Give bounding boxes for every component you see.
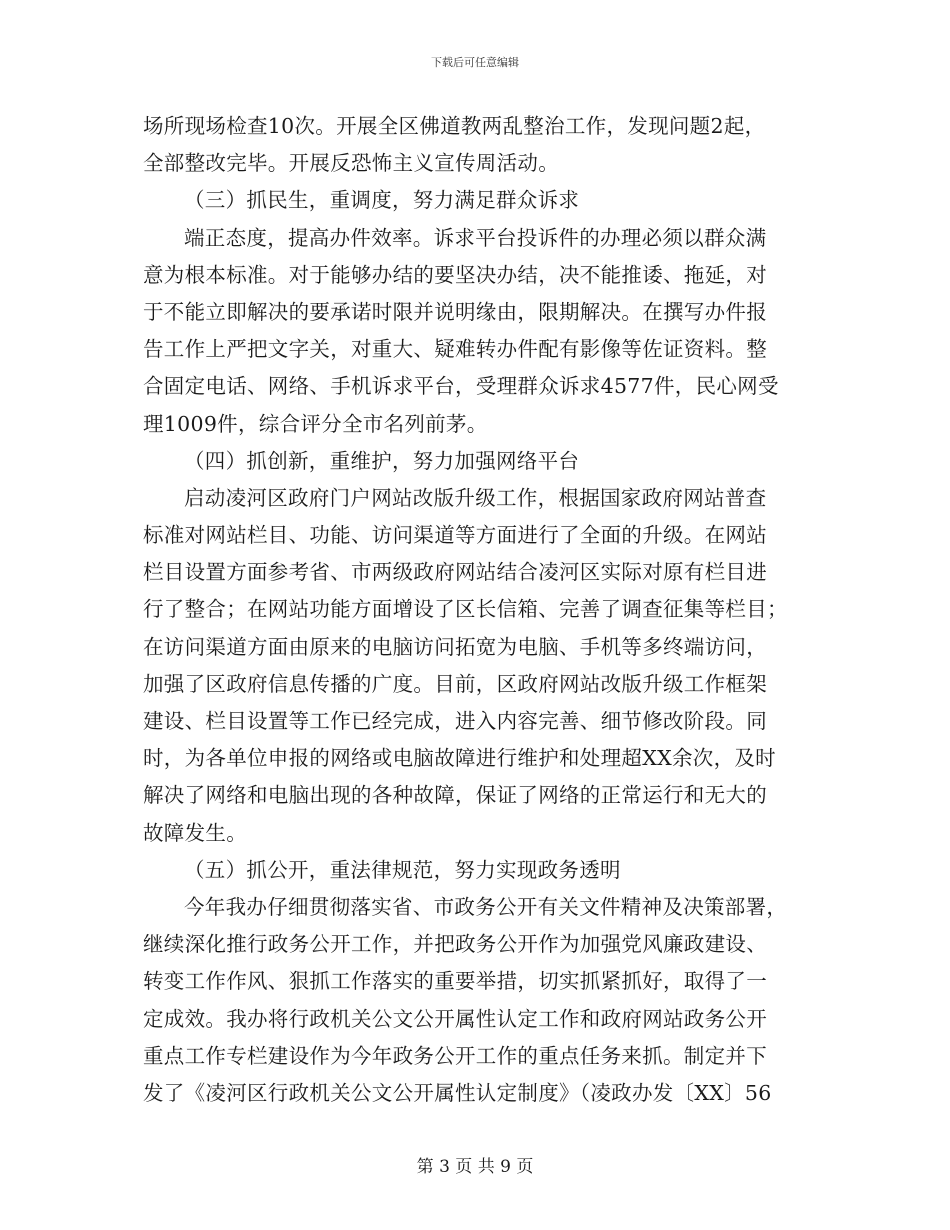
text-line: 告工作上严把文字关，对重大、疑难转办件配有影像等佐证资料。整 xyxy=(143,337,767,362)
document-body xyxy=(143,108,813,1112)
text-line: 解决了网络和电脑出现的各种故障，保证了网络的正常运行和无大的 xyxy=(143,783,767,808)
text-line: 理1009件，综合评分全市名列前茅。 xyxy=(143,411,488,436)
text-line: 时，为各单位申报的网络或电脑故障进行维护和处理超XX余次，及时 xyxy=(143,746,776,771)
text-line: 故障发生。 xyxy=(143,820,247,845)
text-line: 于不能立即解决的要承诺时限并说明缘由，限期解决。在撰写办件报 xyxy=(143,299,767,324)
text-line: 建设、栏目设置等工作已经完成，进入内容完善、细节修改阶段。同 xyxy=(143,709,767,733)
text-line: 重点工作专栏建设作为今年政务公开工作的重点任务来抓。制定并下 xyxy=(143,1043,767,1068)
text-line: 端正态度，提高办件效率。诉求平台投诉件的办理必须以群众满 xyxy=(184,225,767,250)
text-line: 转变工作作风、狠抓工作落实的重要举措，切实抓紧抓好，取得了一 xyxy=(143,969,767,994)
text-line: 在访问渠道方面由原来的电脑访问拓宽为电脑、手机等多终端访问， xyxy=(143,634,767,659)
text-line: （三）抓民生，重调度，努力满足群众诉求 xyxy=(184,188,580,213)
text-line: （五）抓公开，重法律规范，努力实现政务透明 xyxy=(184,857,621,882)
text-line: 合固定电话、网络、手机诉求平台，受理群众诉求4577件，民心网受 xyxy=(143,374,779,399)
text-line: 发了《凌河区行政机关公文公开属性认定制度》（凌政办发〔XX〕56 xyxy=(143,1080,772,1105)
text-line: 全部整改完毕。开展反恐怖主义宣传周活动。 xyxy=(143,151,559,176)
text-line: 继续深化推行政务公开工作，并把政务公开作为加强党风廉政建设、 xyxy=(143,932,767,957)
header-note: 下载后可任意编辑 xyxy=(431,56,519,69)
text-line: 加强了区政府信息传播的广度。目前，区政府网站改版升级工作框架 xyxy=(143,671,767,696)
text-line: （四）抓创新，重维护，努力加强网络平台 xyxy=(184,448,580,473)
text-line: 启动凌河区政府门户网站改版升级工作，根据国家政府网站普查 xyxy=(184,485,767,510)
text-line: 栏目设置方面参考省、市两级政府网站结合凌河区实际对原有栏目进 xyxy=(143,560,767,585)
text-line: 意为根本标准。对于能够办结的要坚决办结，决不能推诿、拖延，对 xyxy=(143,262,767,287)
text-line: 场所现场检查10次。开展全区佛道教两乱整治工作，发现问题2起， xyxy=(143,114,766,138)
page-footer: 第 3 页 共 9 页 xyxy=(416,1157,534,1177)
text-line: 标准对网站栏目、功能、访问渠道等方面进行了全面的升级。在网站 xyxy=(143,523,767,548)
text-line: 定成效。我办将行政机关公文公开属性认定工作和政府网站政务公开 xyxy=(143,1006,767,1031)
text-line: 今年我办仔细贯彻落实省、市政务公开有关文件精神及决策部署， xyxy=(184,894,788,919)
text-line: 行了整合；在网站功能方面增设了区长信箱、完善了调查征集等栏目； xyxy=(143,597,788,622)
